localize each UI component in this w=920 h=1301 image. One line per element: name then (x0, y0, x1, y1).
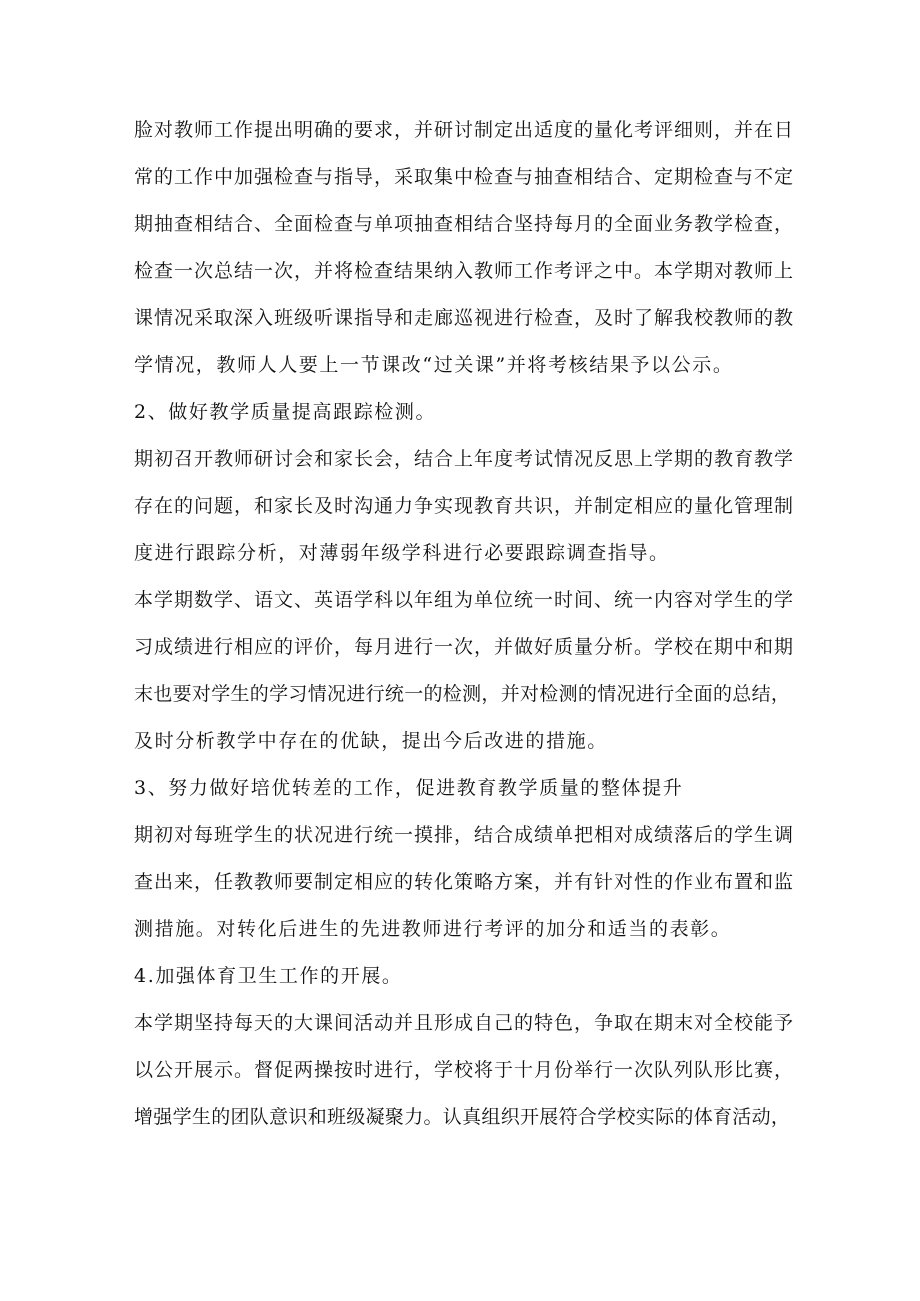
text-line-14: 及时分析教学中存在的优缺，提出今后改进的措施。 (134, 730, 608, 752)
text-line-4: 检查一次总结一次，并将检查结果纳入教师工作考评之中。本学期对教师上 (134, 260, 795, 282)
text-line-2: 常的工作中加强检查与指导，采取集中检查与抽查相结合、定期检查与不定 (134, 166, 795, 188)
text-line-20: 本学期坚持每天的大课间活动并且形成自己的特色，争取在期末对全校能予 (134, 1012, 795, 1034)
text-line-13: 末也要对学生的学习情况进行统一的检测，并对检测的情况进行全面的总结， (134, 683, 791, 705)
text-line-9: 存在的问题，和家长及时沟通力争实现教育共识，并制定相应的量化管理制 (134, 495, 795, 517)
text-line-5: 课情况采取深入班级听课指导和走廊巡视进行检查，及时了解我校教师的教 (134, 307, 795, 329)
text-line-12: 习成绩进行相应的评价，每月进行一次，并做好质量分析。学校在期中和期 (134, 636, 795, 658)
text-line-17: 查出来，任教教师要制定相应的转化策略方案，并有针对性的作业布置和监 (134, 871, 795, 893)
section-heading-3: 3、努力做好培优转差的工作，促进教育教学质量的整体提升 (134, 777, 684, 799)
section-heading-4: 4.加强体育卫生工作的开展。 (134, 965, 403, 987)
text-line-11: 本学期数学、语文、英语学科以年组为单位统一时间、统一内容对学生的学 (134, 589, 795, 611)
document-body (134, 107, 794, 1141)
text-line-18: 测措施。对转化后进生的先进教师进行考评的加分和适当的表彰。 (134, 918, 732, 940)
section-heading-2: 2、做好教学质量提高跟踪检测。 (134, 401, 437, 423)
text-line-22: 增强学生的团队意识和班级凝聚力。认真组织开展符合学校实际的体育活动， (134, 1106, 791, 1128)
text-line-16: 期初对每班学生的状况进行统一摸排，结合成绩单把相对成绩落后的学生调 (134, 824, 795, 846)
text-line-10: 度进行跟踪分析，对薄弱年级学科进行必要跟踪调查指导。 (134, 542, 670, 564)
text-line-21: 以公开展示。督促两操按时进行，学校将于十月份举行一次队列队形比赛， (134, 1059, 795, 1081)
text-line-8: 期初召开教师研讨会和家长会，结合上年度考试情况反思上学期的教育教学 (134, 448, 795, 470)
text-line-3: 期抽查相结合、全面检查与单项抽查相结合坚持每月的全面业务教学检查， (134, 213, 795, 235)
text-line-6: 学情况，教师人人要上一节课改“过关课”并将考核结果予以公示。 (134, 354, 734, 376)
text-line-1: 脸对教师工作提出明确的要求，并研讨制定出适度的量化考评细则，并在日 (134, 119, 795, 141)
